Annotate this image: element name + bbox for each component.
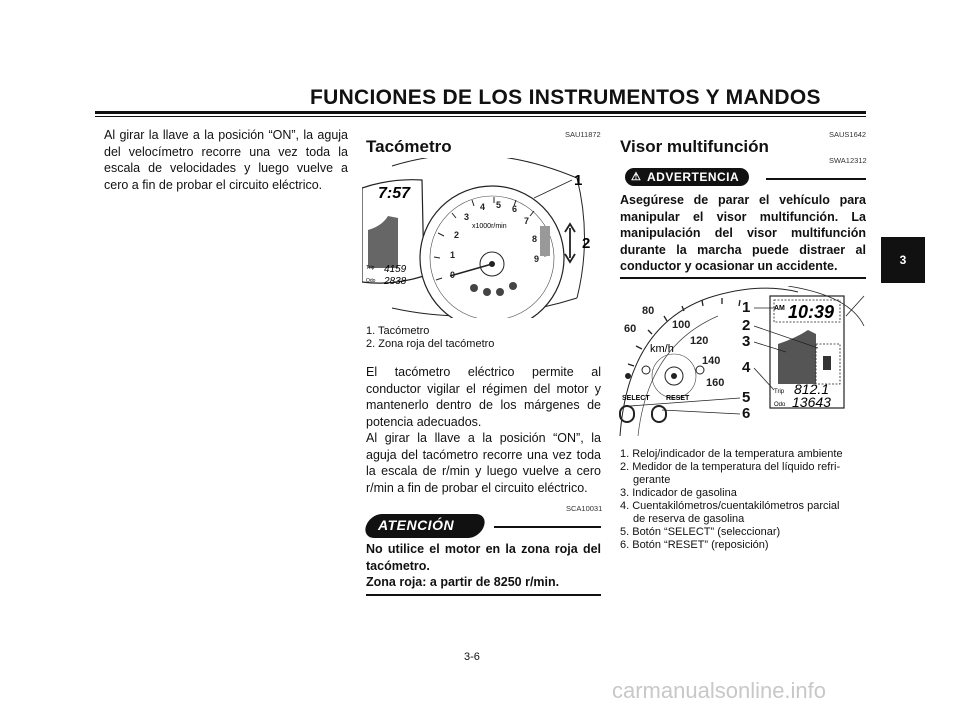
tacometro-captions [366, 325, 494, 351]
tacometro-paragraph-1: El tacómetro eléctrico permite al conductor vigilar el régimen del motor y mantenerlo dentro de los márgenes de potencia adecuados. [366, 365, 601, 429]
visor-callout-1: 1 [742, 299, 751, 316]
tacho-trip-label: Trip [366, 265, 375, 271]
svg-text:160: 160 [706, 377, 725, 389]
svg-text:3: 3 [464, 212, 470, 222]
notice-code: SCA10031 [566, 504, 603, 513]
svg-text:7: 7 [524, 216, 530, 226]
visor-caption-4: 4. Cuentakilómetros/cuentakilómetros parcial [620, 500, 840, 512]
visor-code: SAUS1642 [829, 130, 867, 139]
tacho-scale-label: x1000r/min [472, 223, 507, 230]
visor-reset-label: RESET [666, 395, 690, 402]
svg-text:2: 2 [454, 230, 460, 240]
tacometro-paragraph-2: Al girar la llave a la posición “ON”, la aguja del tacómetro recorre una vez toda la escala de r/min y luego vuelve a cero r/min a fin de probar el circuito eléctrico. [366, 431, 601, 495]
visor-title: Visor multifunción [620, 137, 769, 156]
svg-text:140: 140 [702, 355, 721, 367]
tacho-callout-1: 1 [574, 172, 583, 189]
svg-text:9: 9 [534, 254, 540, 264]
notice-label: ATENCIÓN [378, 517, 455, 533]
header-rule-thick [95, 111, 866, 114]
visor-odo: 13643 [792, 394, 831, 410]
notice-rule [494, 526, 601, 528]
warning-icon: ⚠ [631, 171, 642, 183]
visor-callout-6: 6 [742, 405, 751, 422]
visor-callout-2: 2 [742, 317, 751, 334]
tacho-trip: 4159 [384, 264, 407, 275]
visor-clock: 10:39 [788, 302, 835, 322]
visor-caption-2b: gerante [633, 474, 671, 486]
header-rule-thin [95, 116, 866, 117]
svg-text:80: 80 [642, 305, 655, 317]
multifunction-display-figure [618, 286, 866, 438]
notice-text-2: Zona roja: a partir de 8250 r/min. [366, 575, 560, 589]
left-paragraph: Al girar la llave a la posición “ON”, la aguja del velocímetro recorre una vez toda la escala de velocidades y luego vuelve a cero a fin de probar el circuito eléctrico. [104, 128, 348, 192]
notice-bottom-rule [366, 594, 601, 596]
svg-text:5: 5 [496, 200, 502, 210]
tacho-clock: 7:57 [378, 185, 411, 202]
warning-badge [625, 168, 749, 186]
visor-captions [620, 448, 866, 552]
visor-caption-3: 3. Indicador de gasolina [620, 487, 737, 499]
visor-odo-label: Odo [774, 402, 786, 408]
warn-code: SWA12312 [829, 156, 867, 165]
visor-am: AM [774, 305, 785, 312]
visor-unit-label: km/h [650, 343, 674, 355]
visor-caption-6: 6. Botón “RESET” (reposición) [620, 539, 769, 551]
visor-caption-2: 2. Medidor de la temperatura del líquido refri- [620, 461, 841, 473]
visor-caption-1: 1. Reloj/indicador de la temperatura ambiente [620, 448, 843, 460]
warning-text: Asegúrese de parar el vehículo para manipular el visor multifunción. La manipulación del visor multifunción durante la marcha puede distraer al conductor y ocasionar un accidente. [620, 193, 866, 273]
warning-label: ADVERTENCIA [647, 170, 740, 184]
tacho-odo-label: Odo [366, 278, 376, 284]
svg-text:60: 60 [624, 323, 637, 335]
svg-text:4: 4 [480, 202, 486, 212]
watermark-text: carmanualsonline.info [612, 678, 827, 703]
visor-select-label: SELECT [622, 395, 650, 402]
page-header-title: FUNCIONES DE LOS INSTRUMENTOS Y MANDOS [310, 86, 821, 109]
visor-caption-4b: de reserva de gasolina [633, 513, 745, 525]
tacometro-caption-2: 2. Zona roja del tacómetro [366, 338, 495, 350]
tacho-callout-2: 2 [582, 235, 591, 252]
warning-bottom-rule [620, 277, 866, 279]
visor-callout-5: 5 [742, 389, 751, 406]
svg-text:120: 120 [690, 335, 709, 347]
visor-caption-5: 5. Botón “SELECT” (seleccionar) [620, 526, 781, 538]
tacometro-title: Tacómetro [366, 137, 452, 156]
svg-text:6: 6 [512, 204, 518, 214]
notice-text: No utilice el motor en la zona roja del tacómetro. [366, 542, 601, 573]
visor-callout-4: 4 [742, 359, 751, 376]
page-number: 3-6 [464, 651, 480, 663]
warning-rule [766, 178, 866, 180]
tacometro-caption-1: 1. Tacómetro [366, 325, 430, 337]
chapter-tab: 3 [881, 237, 925, 283]
svg-text:8: 8 [532, 234, 538, 244]
tacho-odo: 2838 [384, 276, 407, 287]
visor-trip-label: Trip [774, 389, 785, 395]
tacometro-code: SAU11872 [565, 130, 601, 139]
tachometer-figure [362, 158, 602, 318]
svg-text:100: 100 [672, 319, 691, 331]
svg-text:1: 1 [450, 250, 456, 260]
visor-trip: 812.1 [794, 381, 830, 397]
visor-callout-3: 3 [742, 333, 751, 350]
